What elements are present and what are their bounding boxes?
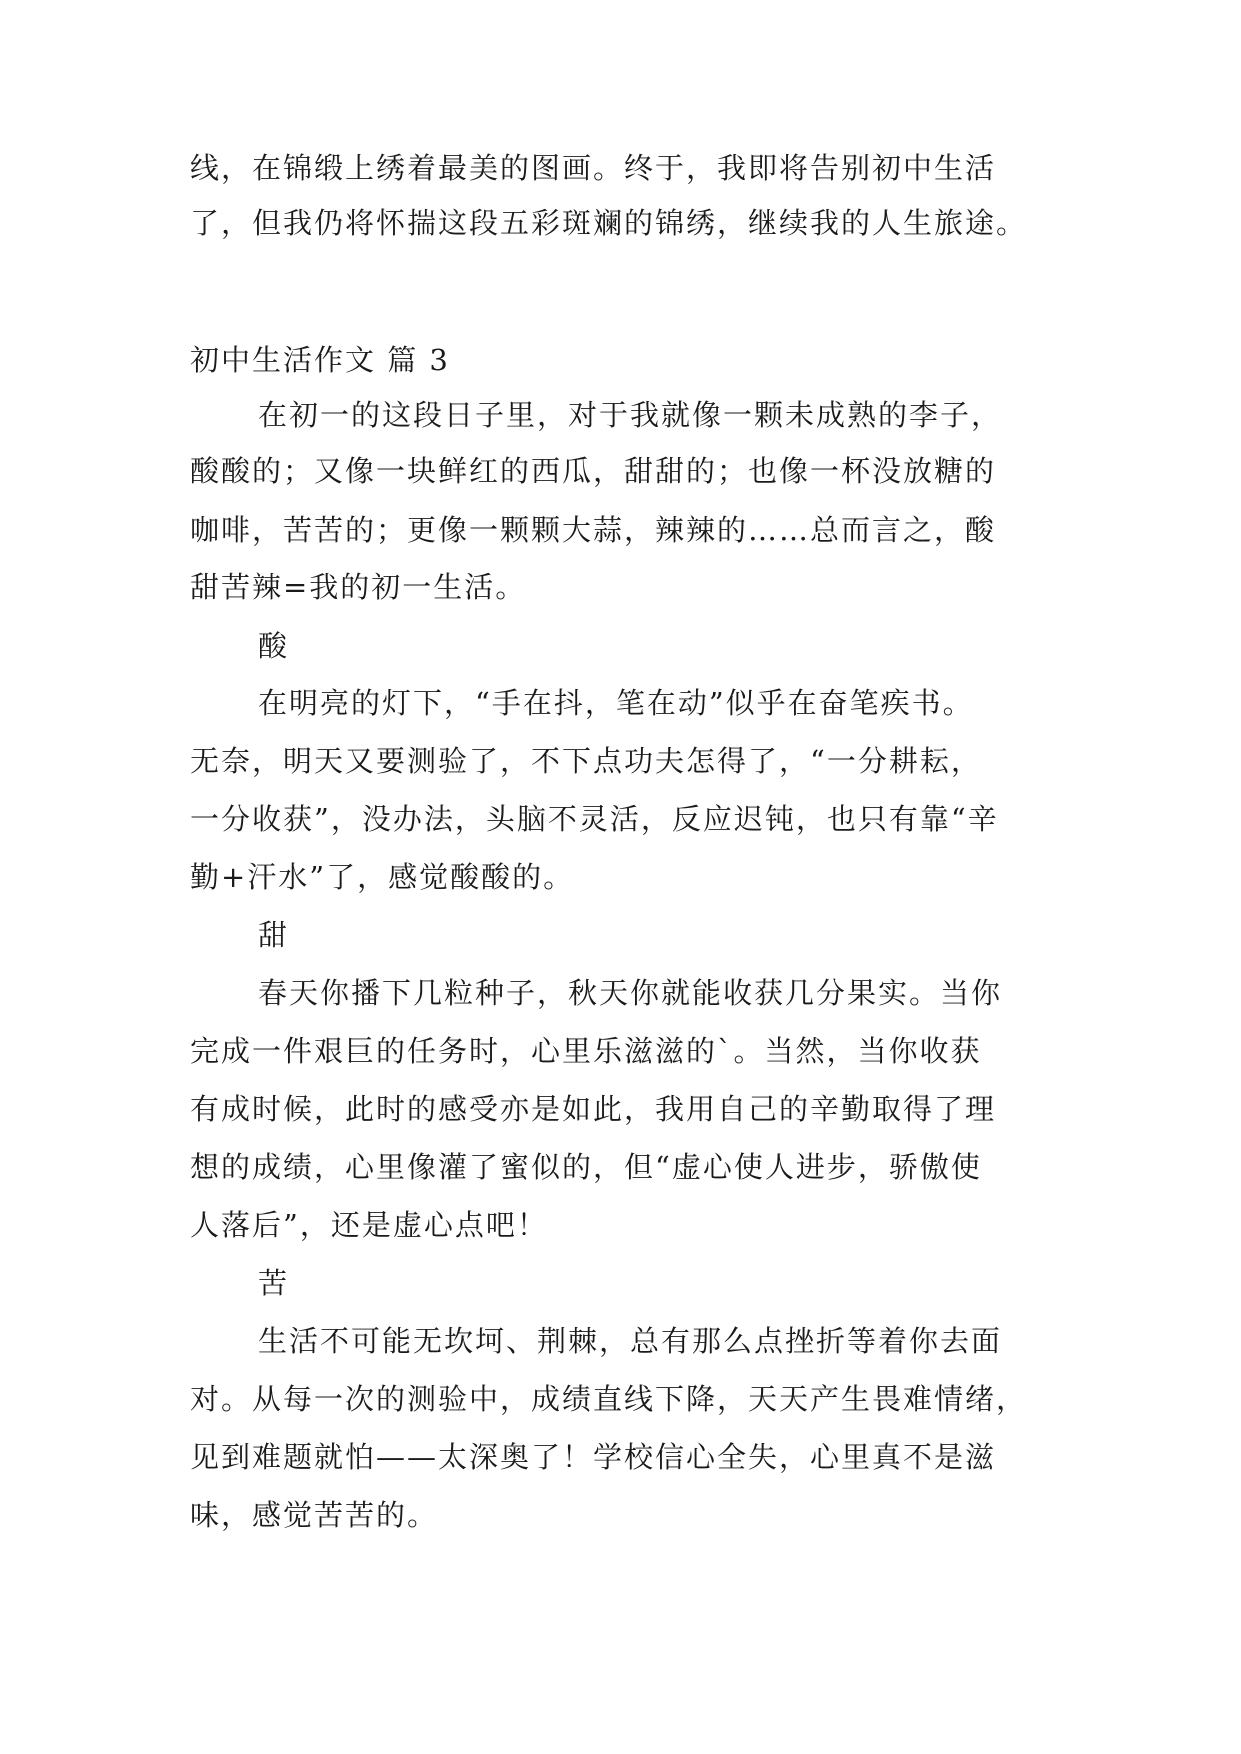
section-heading: 初中生活作文 篇 3 xyxy=(190,343,450,377)
paragraph-line: 在初一的这段日子里，对于我就像一颗未成熟的李子， xyxy=(258,398,1003,432)
paragraph-line: 春天你播下几粒种子，秋天你就能收获几分果实。当你 xyxy=(258,976,1003,1010)
subheading-sweet: 甜 xyxy=(258,918,290,952)
paragraph-line: 线，在锦缎上绣着最美的图画。终于，我即将告别初中生活 xyxy=(190,151,997,185)
paragraph-line: 咖啡，苦苦的；更像一颗颗大蒜，辣辣的……总而言之，酸 xyxy=(190,513,997,547)
paragraph-line: 勤+汗水”了，感觉酸酸的。 xyxy=(190,860,575,894)
paragraph-line: 甜苦辣=我的初一生活。 xyxy=(190,570,527,604)
paragraph-line: 有成时候，此时的感受亦是如此，我用自己的辛勤取得了理 xyxy=(190,1092,997,1126)
subheading-bitter: 苦 xyxy=(258,1266,290,1300)
subheading-sour: 酸 xyxy=(258,629,290,663)
paragraph-line: 味，感觉苦苦的。 xyxy=(190,1498,439,1532)
paragraph-line: 对。从每一次的测验中，成绩直线下降，天天产生畏难情绪， xyxy=(190,1382,1028,1416)
paragraph-line: 了，但我仍将怀揣这段五彩斑斓的锦绣，继续我的人生旅途。 xyxy=(190,206,1028,240)
paragraph-line: 见到难题就怕——太深奥了！学校信心全失，心里真不是滋 xyxy=(190,1440,997,1474)
paragraph-line: 想的成绩，心里像灌了蜜似的，但“虚心使人进步，骄傲使 xyxy=(190,1150,982,1184)
paragraph-line: 无奈，明天又要测验了，不下点功夫怎得了，“一分耕耘， xyxy=(190,744,982,778)
paragraph-line: 完成一件艰巨的任务时，心里乐滋滋的`。当然，当你收获 xyxy=(190,1034,982,1068)
paragraph-line: 生活不可能无坎坷、荆棘，总有那么点挫折等着你去面 xyxy=(258,1324,1003,1358)
paragraph-line: 人落后”，还是虚心点吧！ xyxy=(190,1208,548,1242)
paragraph-line: 一分收获”，没办法，头脑不灵活，反应迟钝，也只有靠“辛 xyxy=(190,802,999,836)
paragraph-line: 酸酸的；又像一块鲜红的西瓜，甜甜的；也像一杯没放糖的 xyxy=(190,454,997,488)
paragraph-line: 在明亮的灯下，“手在抖，笔在动”似乎在奋笔疾书。 xyxy=(258,686,974,720)
